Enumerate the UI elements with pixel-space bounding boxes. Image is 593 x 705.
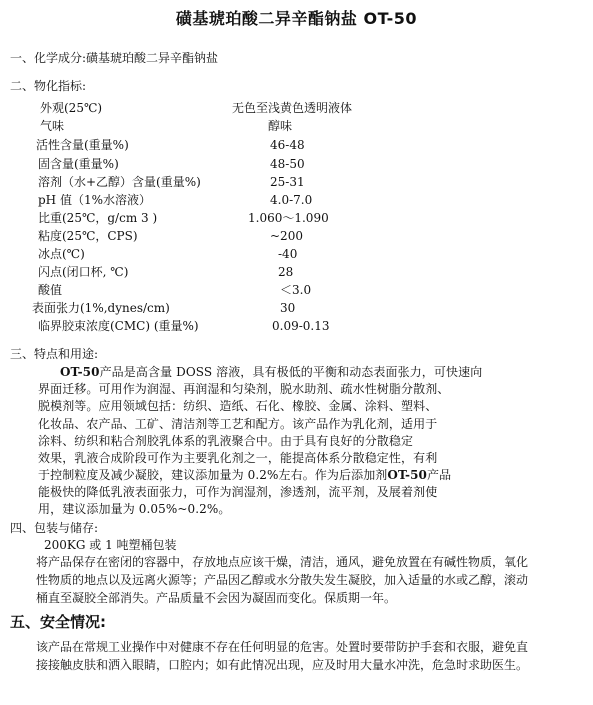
prop-value: 28 — [278, 265, 294, 279]
prop-name: 固含量(重量%) — [38, 157, 119, 171]
paragraph-line: 接接触皮肤和洒入眼睛，口腔内；如有此情况出现，应及时用大量水冲洗，危急时求助医生。 — [36, 658, 529, 672]
prop-name: 溶剂（水+乙醇）含量(重量%) — [38, 175, 201, 189]
prop-name: 闪点(闭口杯, ℃) — [38, 265, 129, 279]
prop-value: 无色至浅黄色透明液体 — [232, 101, 353, 115]
prop-value: 0.09-0.13 — [272, 319, 330, 333]
section-chemical-composition — [10, 50, 218, 66]
packaging-spec: 200KG 或 1 吨塑桶包装 — [44, 538, 177, 552]
prop-value: 46-48 — [270, 138, 305, 152]
paragraph-line: 效果，乳液合成阶段可作为主要乳化剂之一，能提高体系分散稳定性，有利 — [38, 451, 438, 465]
paragraph-line: 桶直至凝胶全部消失。产品质量不会因为凝固而变化。保质期一年。 — [36, 591, 397, 605]
paragraph-line: 于控制粒度及减少凝胶，建议添加量为 0.2%左右。作为后添加剂OT-50产品 — [38, 468, 452, 482]
prop-name: pH 值（1%水溶液） — [38, 193, 151, 207]
prop-name: 比重(25℃，g/cm 3 ) — [38, 211, 158, 225]
section-label: 一、化学成分: — [10, 51, 87, 65]
paragraph-line: 将产品保存在密闭的容器中，存放地点应该干燥，清洁，通风，避免放置在有碱性物质，氧化 — [36, 555, 529, 569]
section-safety-label: 五、安全情况: — [10, 613, 106, 631]
section-physchem-label: 二、物化指标: — [10, 79, 87, 93]
document-title: 磺基琥珀酸二异辛酯钠盐 OT-50 — [175, 9, 418, 28]
prop-value: 30 — [280, 301, 296, 315]
prop-value: 25-31 — [270, 175, 305, 189]
prop-value: 醇味 — [268, 119, 293, 133]
paragraph-line: 涂料、纺织和粘合剂胶乳体系的乳液聚合中。由于具有良好的分散稳定 — [38, 434, 414, 448]
paragraph-line: 能极快的降低乳液表面张力，可作为润湿剂，渗透剂，流平剂，及展着剂使 — [38, 485, 438, 499]
prop-value: ＜3.0 — [280, 283, 312, 297]
prop-name: 表面张力(1%,dynes/cm) — [32, 301, 170, 315]
section-features-label: 三、特点和用途: — [10, 347, 99, 361]
product-code: OT-50 — [60, 365, 100, 379]
prop-value: 4.0-7.0 — [270, 193, 313, 207]
paragraph-line: 用，建议添加量为 0.05%~0.2%。 — [38, 502, 231, 516]
paragraph-line: 界面迁移。可用作为润湿、再润湿和匀染剂，脱水助剂、疏水性树脂分散剂、 — [38, 382, 450, 396]
paragraph-line: 性物质的地点以及远离火源等；产品因乙醇或水分散失发生凝胶，加入适量的水或乙醇，滚动 — [36, 573, 529, 587]
prop-name: 冰点(℃) — [38, 247, 85, 261]
chemical-name: 磺基琥珀酸二异辛酯钠盐 — [86, 51, 219, 65]
prop-name: 临界胶束浓度(CMC) (重量%) — [38, 319, 199, 333]
prop-value: 48-50 — [270, 157, 305, 171]
paragraph-line: 脱模剂等。应用领域包括：纺织、造纸、石化、橡胶、金属、涂料、塑料、 — [38, 399, 438, 413]
prop-name: 活性含量(重量%) — [36, 138, 129, 152]
prop-value: -40 — [278, 247, 298, 261]
prop-name: 气味 — [40, 119, 65, 133]
prop-value: 1.060～1.090 — [248, 211, 329, 225]
prop-name: 粘度(25℃，CPS) — [38, 229, 138, 243]
section-packaging-label: 四、包装与储存: — [10, 521, 99, 535]
paragraph-line: OT-50产品是高含量 DOSS 溶液，具有极低的平衡和动态表面张力，可快速向 — [60, 365, 483, 379]
prop-name: 酸值 — [38, 283, 63, 297]
paragraph-line: 化妆品、农产品、工矿、清洁剂等工艺和配方。该产品作为乳化剂，适用于 — [38, 417, 438, 431]
prop-name: 外观(25℃) — [40, 101, 103, 115]
prop-value: ~200 — [270, 229, 303, 243]
product-code: OT-50 — [387, 468, 427, 482]
paragraph-line: 该产品在常规工业操作中对健康不存在任何明显的危害。处置时要带防护手套和衣服，避免直 — [36, 640, 529, 654]
